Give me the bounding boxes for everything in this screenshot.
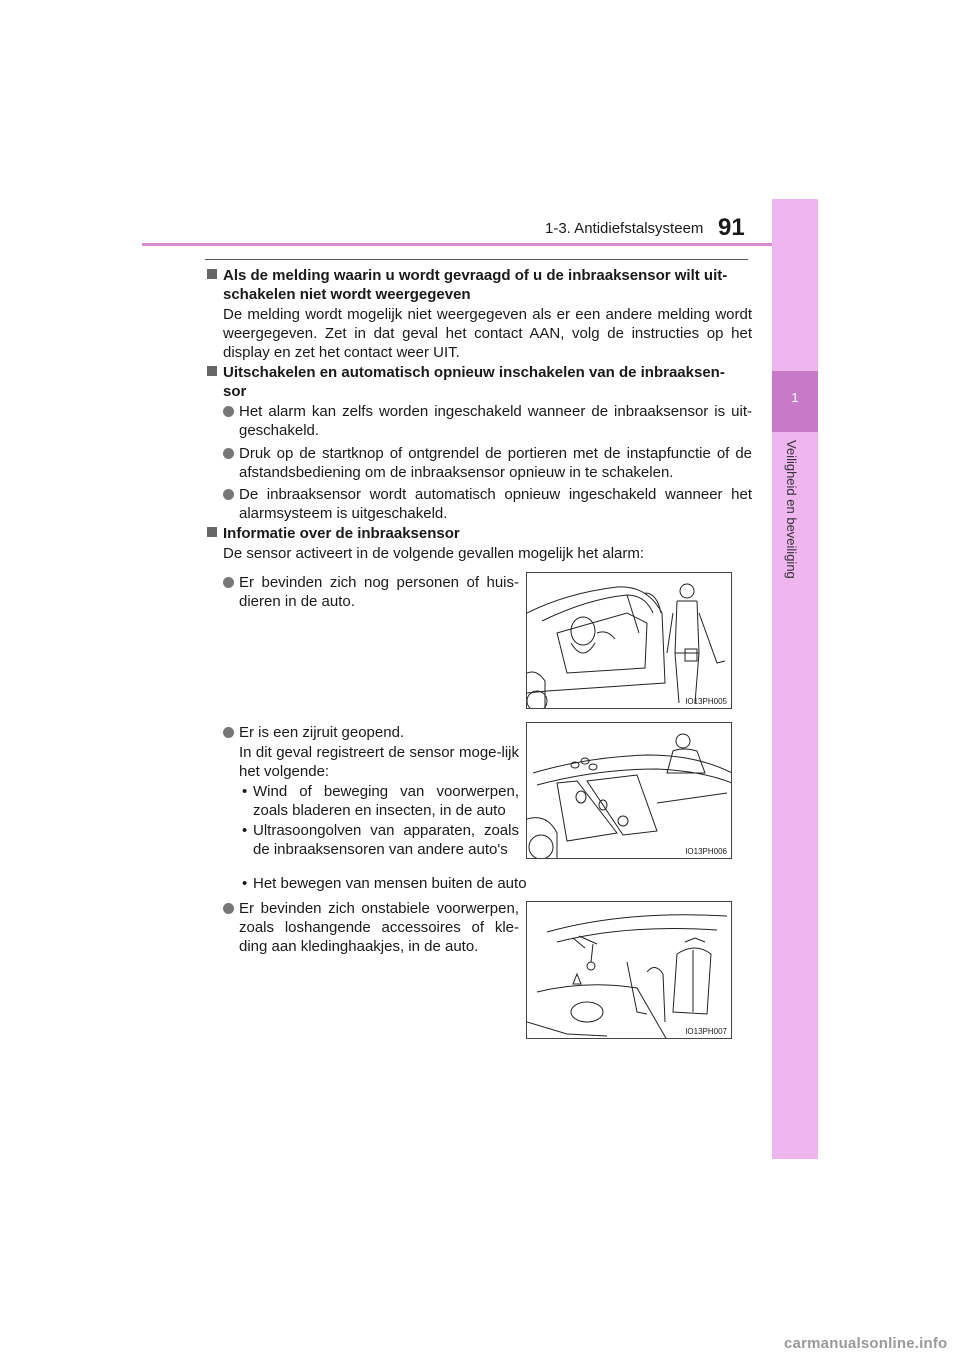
car-with-pet-illustration: [527, 573, 732, 709]
open-window-illustration: [527, 723, 732, 859]
figure-code: IO13PH007: [685, 1027, 727, 1036]
figure-hanging-objects: [526, 901, 732, 1039]
section-heading-3: Informatie over de inbraaksensor: [207, 524, 752, 543]
chapter-number-tab[interactable]: [772, 371, 818, 432]
chapter-label: Veiligheid en beveiliging: [784, 440, 799, 579]
section-1-body: De melding wordt mogelijk niet weergegeven als er een andere melding wordt weergegeven. Zet in dat geval het contact AAN, volg de instructies op het display en zet het contact weer UIT.: [223, 306, 752, 361]
list-item: Het alarm kan zelfs worden ingeschakeld wanneer de inbraaksensor is uit-geschakeld.: [223, 402, 752, 440]
list-item: • Het bewegen van mensen buiten de auto: [242, 875, 527, 892]
list-item: Er bevinden zich nog personen of huis-dieren in de auto.: [223, 573, 519, 611]
hanging-objects-illustration: [527, 902, 732, 1039]
chapter-number: 1: [791, 390, 799, 405]
circle-bullet-icon: [223, 489, 234, 500]
section-heading-1: Als de melding waarin u wordt gevraagd of u de inbraaksensor wilt uit- schakelen niet wordt weergegeven: [207, 266, 752, 304]
section-3-intro: De sensor activeert in de volgende gevallen mogelijk het alarm:: [223, 545, 645, 562]
list-item: De inbraaksensor wordt automatisch opnieuw ingeschakeld wanneer het alarmsysteem is uitgeschakeld.: [223, 485, 752, 523]
content-top-rule: [205, 259, 748, 260]
watermark-text: carmanualsonline.info: [784, 1335, 948, 1352]
list-item: • Wind of beweging van voorwerpen, zoals bladeren en insecten, in de auto: [242, 783, 519, 819]
header-rule: [142, 243, 818, 246]
section-title: 1-3. Antidiefstalsysteem: [545, 220, 704, 237]
page-number: 91: [718, 214, 745, 241]
chapter-side-tab[interactable]: [772, 199, 818, 1159]
square-bullet-icon: [207, 366, 217, 376]
figure-code: IO13PH005: [685, 697, 727, 706]
list-item: Er is een zijruit geopend.: [223, 723, 519, 742]
section-heading-2: Uitschakelen en automatisch opnieuw inschakelen van de inbraaksen- sor: [207, 363, 752, 401]
list-item: Er bevinden zich onstabiele voorwerpen, zoals loshangende accessoires of kle-ding aan kledinghaakjes, in de auto.: [223, 899, 519, 956]
circle-bullet-icon: [223, 727, 234, 738]
square-bullet-icon: [207, 527, 217, 537]
figure-code: IO13PH006: [685, 847, 727, 856]
circle-bullet-icon: [223, 577, 234, 588]
list-item: • Ultrasoongolven van apparaten, zoals de inbraaksensoren van andere auto's: [242, 822, 519, 858]
circle-bullet-icon: [223, 448, 234, 459]
list-item: Druk op de startknop of ontgrendel de portieren met de instapfunctie of de afstandsbediening om de inbraaksensor opnieuw in te schakelen.: [223, 444, 752, 482]
sub-paragraph: In dit geval registreert de sensor moge-lijk het volgende:: [239, 744, 519, 780]
circle-bullet-icon: [223, 406, 234, 417]
figure-pet-in-car: [526, 572, 732, 709]
figure-open-window: [526, 722, 732, 859]
circle-bullet-icon: [223, 903, 234, 914]
square-bullet-icon: [207, 269, 217, 279]
